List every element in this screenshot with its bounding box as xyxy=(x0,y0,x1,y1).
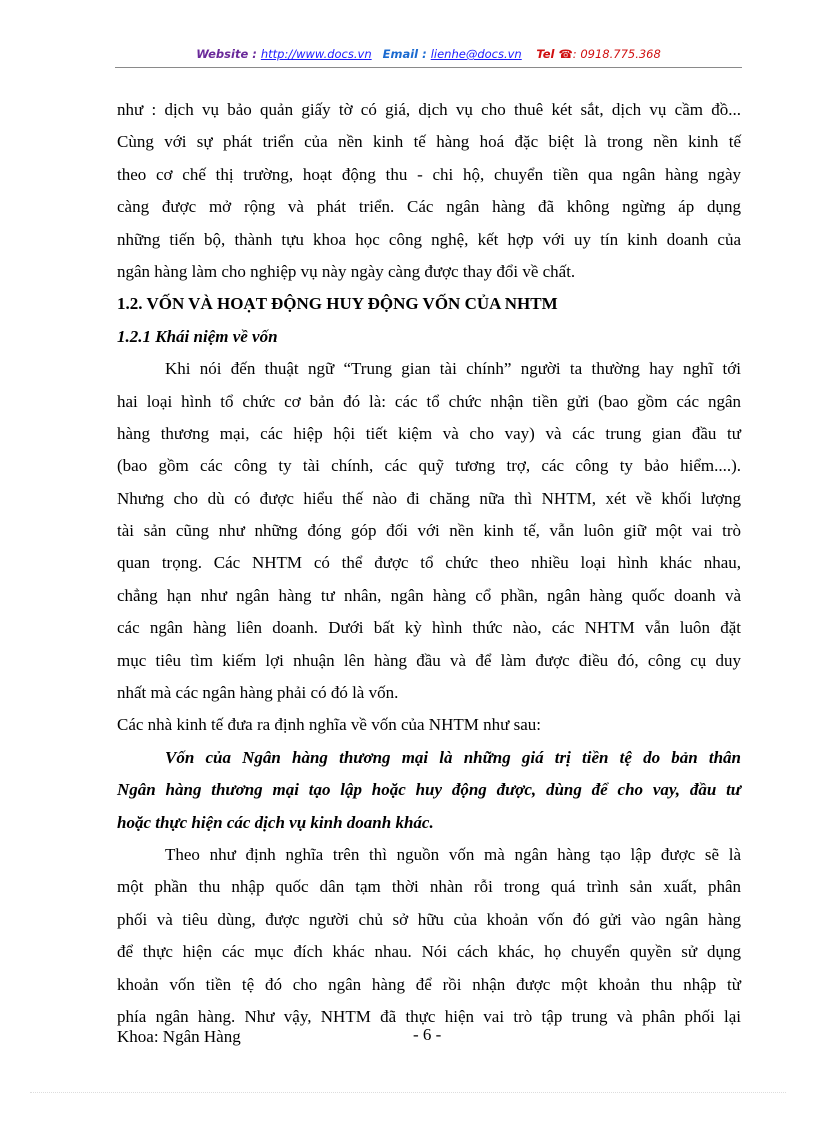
text-line: hàng thương mại, các hiệp hội tiết kiệm và cho vay) và các trung gian đầu tư xyxy=(117,423,741,443)
text-line: Khi nói đến thuật ngữ “Trung gian tài chính” người ta thường hay nghĩ tới xyxy=(165,359,741,379)
subsection-heading: 1.2.1 Khái niệm về vốn xyxy=(117,326,278,346)
text-line: Nhưng cho dù có được hiểu thế nào đi chăng nữa thì NHTM, xét về khối lượng xyxy=(117,488,741,508)
text-line: phối và tiêu dùng, được người chủ sở hữu của khoản vốn đó gửi vào ngân hàng xyxy=(117,909,741,929)
page-number: - 6 - xyxy=(413,1025,442,1044)
footer-faculty: Khoa: Ngân Hàng xyxy=(117,1027,241,1046)
text-line: phía ngân hàng. Như vậy, NHTM đã thực hiện vai trò tập trung và phân phối lại xyxy=(117,1006,741,1026)
page-bottom-border xyxy=(30,1092,786,1093)
text-line: Các nhà kinh tế đưa ra định nghĩa về vốn của NHTM như sau: xyxy=(117,715,541,735)
text-line: Cùng với sự phát triển của nền kinh tế hàng hoá đặc biệt là trong nền kinh tế xyxy=(117,132,741,152)
text-line: những tiến bộ, thành tựu khoa học công nghệ, kết hợp với uy tín kinh doanh của xyxy=(117,229,741,249)
text-line: Theo như định nghĩa trên thì nguồn vốn mà ngân hàng tạo lập được sẽ là xyxy=(165,844,741,864)
text-line: để thực hiện các mục đích khác nhau. Nói cách khác, họ chuyển quyền sử dụng xyxy=(117,942,741,962)
email-link[interactable]: lienhe@docs.vn xyxy=(430,47,522,61)
definition-line: hoặc thực hiện các dịch vụ kinh doanh khác. xyxy=(117,812,434,832)
text-line: ngân hàng làm cho nghiệp vụ này ngày càng được thay đổi về chất. xyxy=(117,261,576,281)
text-line: mục tiêu tìm kiếm lợi nhuận lên hàng đầu và để làm được điều đó, công cụ duy xyxy=(117,650,741,670)
tel-label: Tel ☎ xyxy=(536,47,573,61)
text-line: các ngân hàng liên doanh. Dưới bất kỳ hình thức nào, các NHTM vẫn luôn đặt xyxy=(117,618,741,638)
definition-line: Ngân hàng thương mại tạo lập hoặc huy động được, dùng để cho vay, đầu tư xyxy=(117,780,741,800)
section-heading: 1.2. VỐN VÀ HOẠT ĐỘNG HUY ĐỘNG VỐN CỦA NHTM xyxy=(117,294,558,314)
website-link[interactable]: http://www.docs.vn xyxy=(260,47,372,61)
tel-number: : 0918.775.368 xyxy=(572,47,661,61)
document-body xyxy=(117,94,741,1033)
text-line: hai loại hình tổ chức cơ bản đó là: các tổ chức nhận tiền gửi (bao gồm các ngân xyxy=(117,391,741,411)
text-line: nhất mà các ngân hàng phải có đó là vốn. xyxy=(117,683,399,703)
text-line: như : dịch vụ bảo quản giấy tờ có giá, dịch vụ cho thuê két sắt, dịch vụ cầm đồ... xyxy=(117,100,741,119)
email-label: Email : xyxy=(382,47,431,61)
text-line: (bao gồm các công ty tài chính, các quỹ tương trợ, các công ty bảo hiểm....). xyxy=(117,456,741,476)
text-line: một phần thu nhập quốc dân tạm thời nhàn rỗi trong quá trình sản xuất, phân xyxy=(117,877,741,897)
page-header xyxy=(115,47,742,68)
text-line: khoản vốn tiền tệ đó cho ngân hàng để rồi nhận được một khoản thu nhập từ xyxy=(117,974,741,994)
text-line: theo cơ chế thị trường, hoạt động thu - chi hộ, chuyển tiền qua ngân hàng ngày xyxy=(117,164,741,184)
text-line: càng được mở rộng và phát triển. Các ngân hàng đã không ngừng áp dụng xyxy=(117,197,741,217)
text-line: chẳng hạn như ngân hàng tư nhân, ngân hàng cổ phần, ngân hàng quốc doanh và xyxy=(117,585,741,605)
website-label: Website : xyxy=(196,47,261,61)
text-line: tài sản cũng như những đóng góp đối với nền kinh tế, vẫn luôn giữ một vai trò xyxy=(117,521,741,541)
definition-line: Vốn của Ngân hàng thương mại là những giá trị tiền tệ do bản thân xyxy=(165,747,741,767)
text-line: quan trọng. Các NHTM có thể được tổ chức theo nhiều loại hình khác nhau, xyxy=(117,553,741,573)
